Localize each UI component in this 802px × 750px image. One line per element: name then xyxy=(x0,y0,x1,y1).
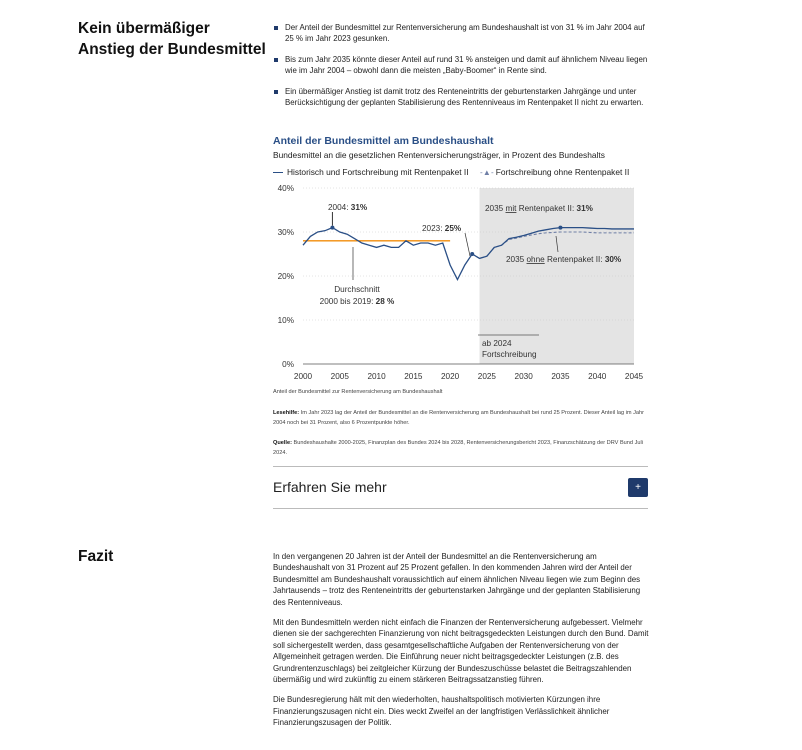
divider xyxy=(273,466,648,467)
fazit-body xyxy=(273,551,651,738)
x-axis-tick-labels xyxy=(294,372,644,381)
data-point-marker xyxy=(330,226,334,230)
x-tick-label: 2035 xyxy=(551,372,570,381)
y-tick-label: 40% xyxy=(277,184,294,193)
legend-label: Fortschreibung ohne Rentenpaket II xyxy=(495,167,630,177)
divider xyxy=(273,508,648,509)
x-tick-label: 2025 xyxy=(477,372,496,381)
key-point xyxy=(273,86,651,109)
x-tick-label: 2005 xyxy=(330,372,349,381)
key-point xyxy=(273,54,651,77)
bullet-square-icon xyxy=(274,90,278,94)
y-tick-label: 30% xyxy=(277,228,294,237)
x-tick-label: 2045 xyxy=(624,372,644,381)
data-point-marker xyxy=(558,226,562,230)
key-point xyxy=(273,22,651,45)
section-title-fazit: Fazit xyxy=(78,548,114,565)
forecast-region xyxy=(480,188,634,364)
y-tick-label: 0% xyxy=(282,360,294,369)
annotation-2035-mit: 2035 mit Rentenpaket II: 31% xyxy=(485,204,593,213)
y-tick-label: 20% xyxy=(277,272,294,281)
bullet-square-icon xyxy=(274,26,278,30)
x-tick-label: 2000 xyxy=(293,372,313,381)
forecast-label-line2: Fortschreibung xyxy=(482,350,537,359)
learn-more-title[interactable]: Erfahren Sie mehr xyxy=(273,479,387,495)
data-point-marker xyxy=(470,252,474,256)
source-note: Quelle: Bundeshaushalte 2000-2025, Finanzplan des Bundes 2024 bis 2028, Rentenversicherungsbericht 2023, Finanzschätzung der DRV Bund Juli 2024. xyxy=(273,440,643,456)
bullet-square-icon xyxy=(274,58,278,62)
key-point-text: Der Anteil der Bundesmittel zur Rentenversicherung am Bundeshaushalt ist von 31 % im Jahr 2004 auf 25 % im Jahr 2023 gesunken. xyxy=(285,23,645,44)
read-help-note: Lesehilfe: Im Jahr 2023 lag der Anteil der Bundesmittel an die Rentenversicherung am Bundeshaushalt bei rund 25 Prozent. Dieser Anteil lag im Jahr 2004 noch bei 31 Prozent, also 6 Prozentpunkte höher. xyxy=(273,410,644,426)
bundesmittel-line-chart xyxy=(273,180,651,385)
forecast-label-line1: ab 2024 xyxy=(482,339,512,348)
x-tick-label: 2010 xyxy=(367,372,386,381)
annotation-2023-pointer xyxy=(465,233,470,256)
annotation-2023: 2023: 25% xyxy=(422,224,462,233)
x-tick-label: 2015 xyxy=(404,372,423,381)
annotation-2004: 2004: 31% xyxy=(328,203,368,212)
fazit-paragraph: Mit den Bundesmitteln werden nicht einfach die Finanzen der Rentenversicherung aufgebessert. Vielmehr dienen sie der sachgerechten Finanzierung von nicht beitragsgedeckten Leistungen durch den Bund. Damit soll sichergestellt werden, dass gesamtgesellschaftliche Aufgaben der Rentenversicherung von der Allgemeinheit getragen werden. Die Einführung neuer nicht beitragsgedeckter Leistungen (z.B. des Grundrentenzuschlags) bei zeitgleicher Kürzung der Bundeszuschüsse belastet die Beitragszahlenden übermäßig und wird zukünftig zu einem stärkeren Beitragssatzanstieg führen. xyxy=(273,618,649,685)
fazit-paragraph: In den vergangenen 20 Jahren ist der Anteil der Bundesmittel an die Rentenversicherung am Bundeshaushalt von 31 Prozent auf 25 Prozent gefallen. In den kommenden Jahren wird der Anteil der Bundesmittel am Bundeshaushalt voraussichtlich auf einem ähnlichen Niveau liegen wie zum Beginn des Jahrtausends – trotz des Renteneintritts der geburtenstarken Jahrgänge und der geplanten Stabilisierung des Rentenniveaus. xyxy=(273,552,641,607)
section-title-bundesmittel: Kein übermäßiger Anstieg der Bundesmittel xyxy=(78,20,266,58)
dashed-triangle-swatch-icon: - ▲ - xyxy=(480,168,493,177)
x-tick-label: 2020 xyxy=(441,372,460,381)
legend-label: Historisch und Fortschreibung mit Rentenpaket II xyxy=(287,167,469,177)
legend-item-with-rentenpaket xyxy=(273,167,469,177)
learn-more-expand-button[interactable]: + xyxy=(628,478,648,497)
average-label-line2: 2000 bis 2019: 28 % xyxy=(319,297,395,306)
solid-line-swatch-icon xyxy=(273,172,283,173)
annotation-2035-ohne: 2035 ohne Rentenpaket II: 30% xyxy=(506,255,622,264)
key-point-text: Ein übermäßiger Anstieg ist damit trotz des Renteneintritts der geburtenstarken Jahrgänge und unter Berücksichtigung der geplanten Stabilisierung des Rentenniveaus im Rentenpaket II nicht zu erwarten. xyxy=(285,86,644,108)
y-axis-tick-labels xyxy=(278,184,294,369)
average-label-line1: Durchschnitt xyxy=(334,285,380,294)
chart-caption: Anteil der Bundesmittel zur Rentenversicherung am Bundeshaushalt xyxy=(273,389,443,395)
y-tick-label: 10% xyxy=(277,316,294,325)
chart-subtitle: Bundesmittel an die gesetzlichen Rentenversicherungsträger, in Prozent des Bundeshalts xyxy=(273,150,605,160)
chart-title: Anteil der Bundesmittel am Bundeshaushalt xyxy=(273,135,494,147)
legend-item-without-rentenpaket xyxy=(480,167,629,177)
fazit-paragraph: Die Bundesregierung hält mit den wiederholten, haushaltspolitisch motivierten Kürzungen ihre Finanzierungszusagen nicht ein. Dies weckt Zweifel an der langfristigen Verlässlichkeit ähnlicher Finanzierungszusagen der Politik. xyxy=(273,695,610,728)
key-point-text: Bis zum Jahr 2035 könnte dieser Anteil auf rund 31 % ansteigen und damit auf ähnlichem Niveau liegen wie im Jahr 2004 – obwohl dann die meisten „Baby-Boomer“ in Rente sind. xyxy=(285,54,648,76)
x-tick-label: 2030 xyxy=(514,372,533,381)
x-tick-label: 2040 xyxy=(588,372,607,381)
key-points-list xyxy=(273,22,651,117)
